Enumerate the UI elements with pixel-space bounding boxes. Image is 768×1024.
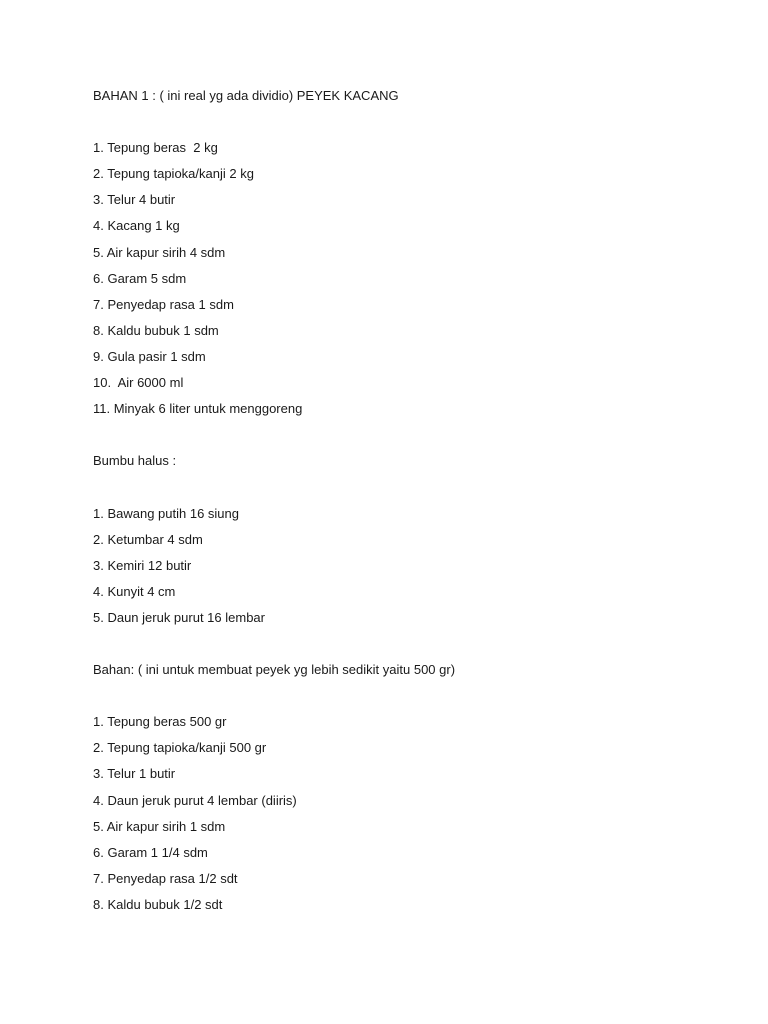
list-item: 1. Tepung beras 500 gr [93, 714, 227, 730]
list-item: 7. Penyedap rasa 1/2 sdt [93, 870, 238, 886]
section3-title: Bahan: ( ini untuk membuat peyek yg lebih sedikit yaitu 500 gr) [93, 662, 456, 678]
list-item: 9. Gula pasir 1 sdm [93, 348, 206, 364]
list-item: 3. Kemiri 12 butir [93, 557, 192, 573]
list-item: 3. Telur 1 butir [93, 766, 176, 782]
spacer [93, 687, 713, 713]
list-item: 6. Garam 5 sdm [93, 270, 187, 286]
list-item: 1. Tepung beras 2 kg [93, 140, 218, 156]
list-item: 8. Kaldu bubuk 1/2 sdt [93, 896, 223, 912]
list-item: 5. Air kapur sirih 4 sdm [93, 244, 226, 260]
spacer [93, 426, 713, 452]
spacer [93, 478, 713, 504]
spacer [93, 113, 713, 139]
spacer [93, 635, 713, 661]
list-item: 8. Kaldu bubuk 1 sdm [93, 322, 219, 338]
list-item: 2. Ketumbar 4 sdm [93, 531, 203, 547]
list-item: 6. Garam 1 1/4 sdm [93, 844, 208, 860]
section1-title: BAHAN 1 : ( ini real yg ada dividio) PEYEK KACANG [93, 88, 399, 103]
list-item: 2. Tepung tapioka/kanji 500 gr [93, 740, 267, 756]
list-item: 4. Kacang 1 kg [93, 218, 180, 234]
list-item: 10. Air 6000 ml [93, 375, 184, 391]
list-item: 3. Telur 4 butir [93, 192, 176, 208]
list-item: 11. Minyak 6 liter untuk menggoreng [93, 401, 303, 417]
list-item: 4. Daun jeruk purut 4 lembar (diiris) [93, 792, 297, 808]
list-item: 5. Air kapur sirih 1 sdm [93, 818, 226, 834]
document-page [93, 87, 713, 922]
list-item: 2. Tepung tapioka/kanji 2 kg [93, 166, 254, 182]
list-item: 4. Kunyit 4 cm [93, 583, 176, 599]
list-item: 1. Bawang putih 16 siung [93, 505, 239, 521]
list-item: 7. Penyedap rasa 1 sdm [93, 296, 234, 312]
section2-title: Bumbu halus : [93, 453, 177, 469]
list-item: 5. Daun jeruk purut 16 lembar [93, 609, 265, 625]
